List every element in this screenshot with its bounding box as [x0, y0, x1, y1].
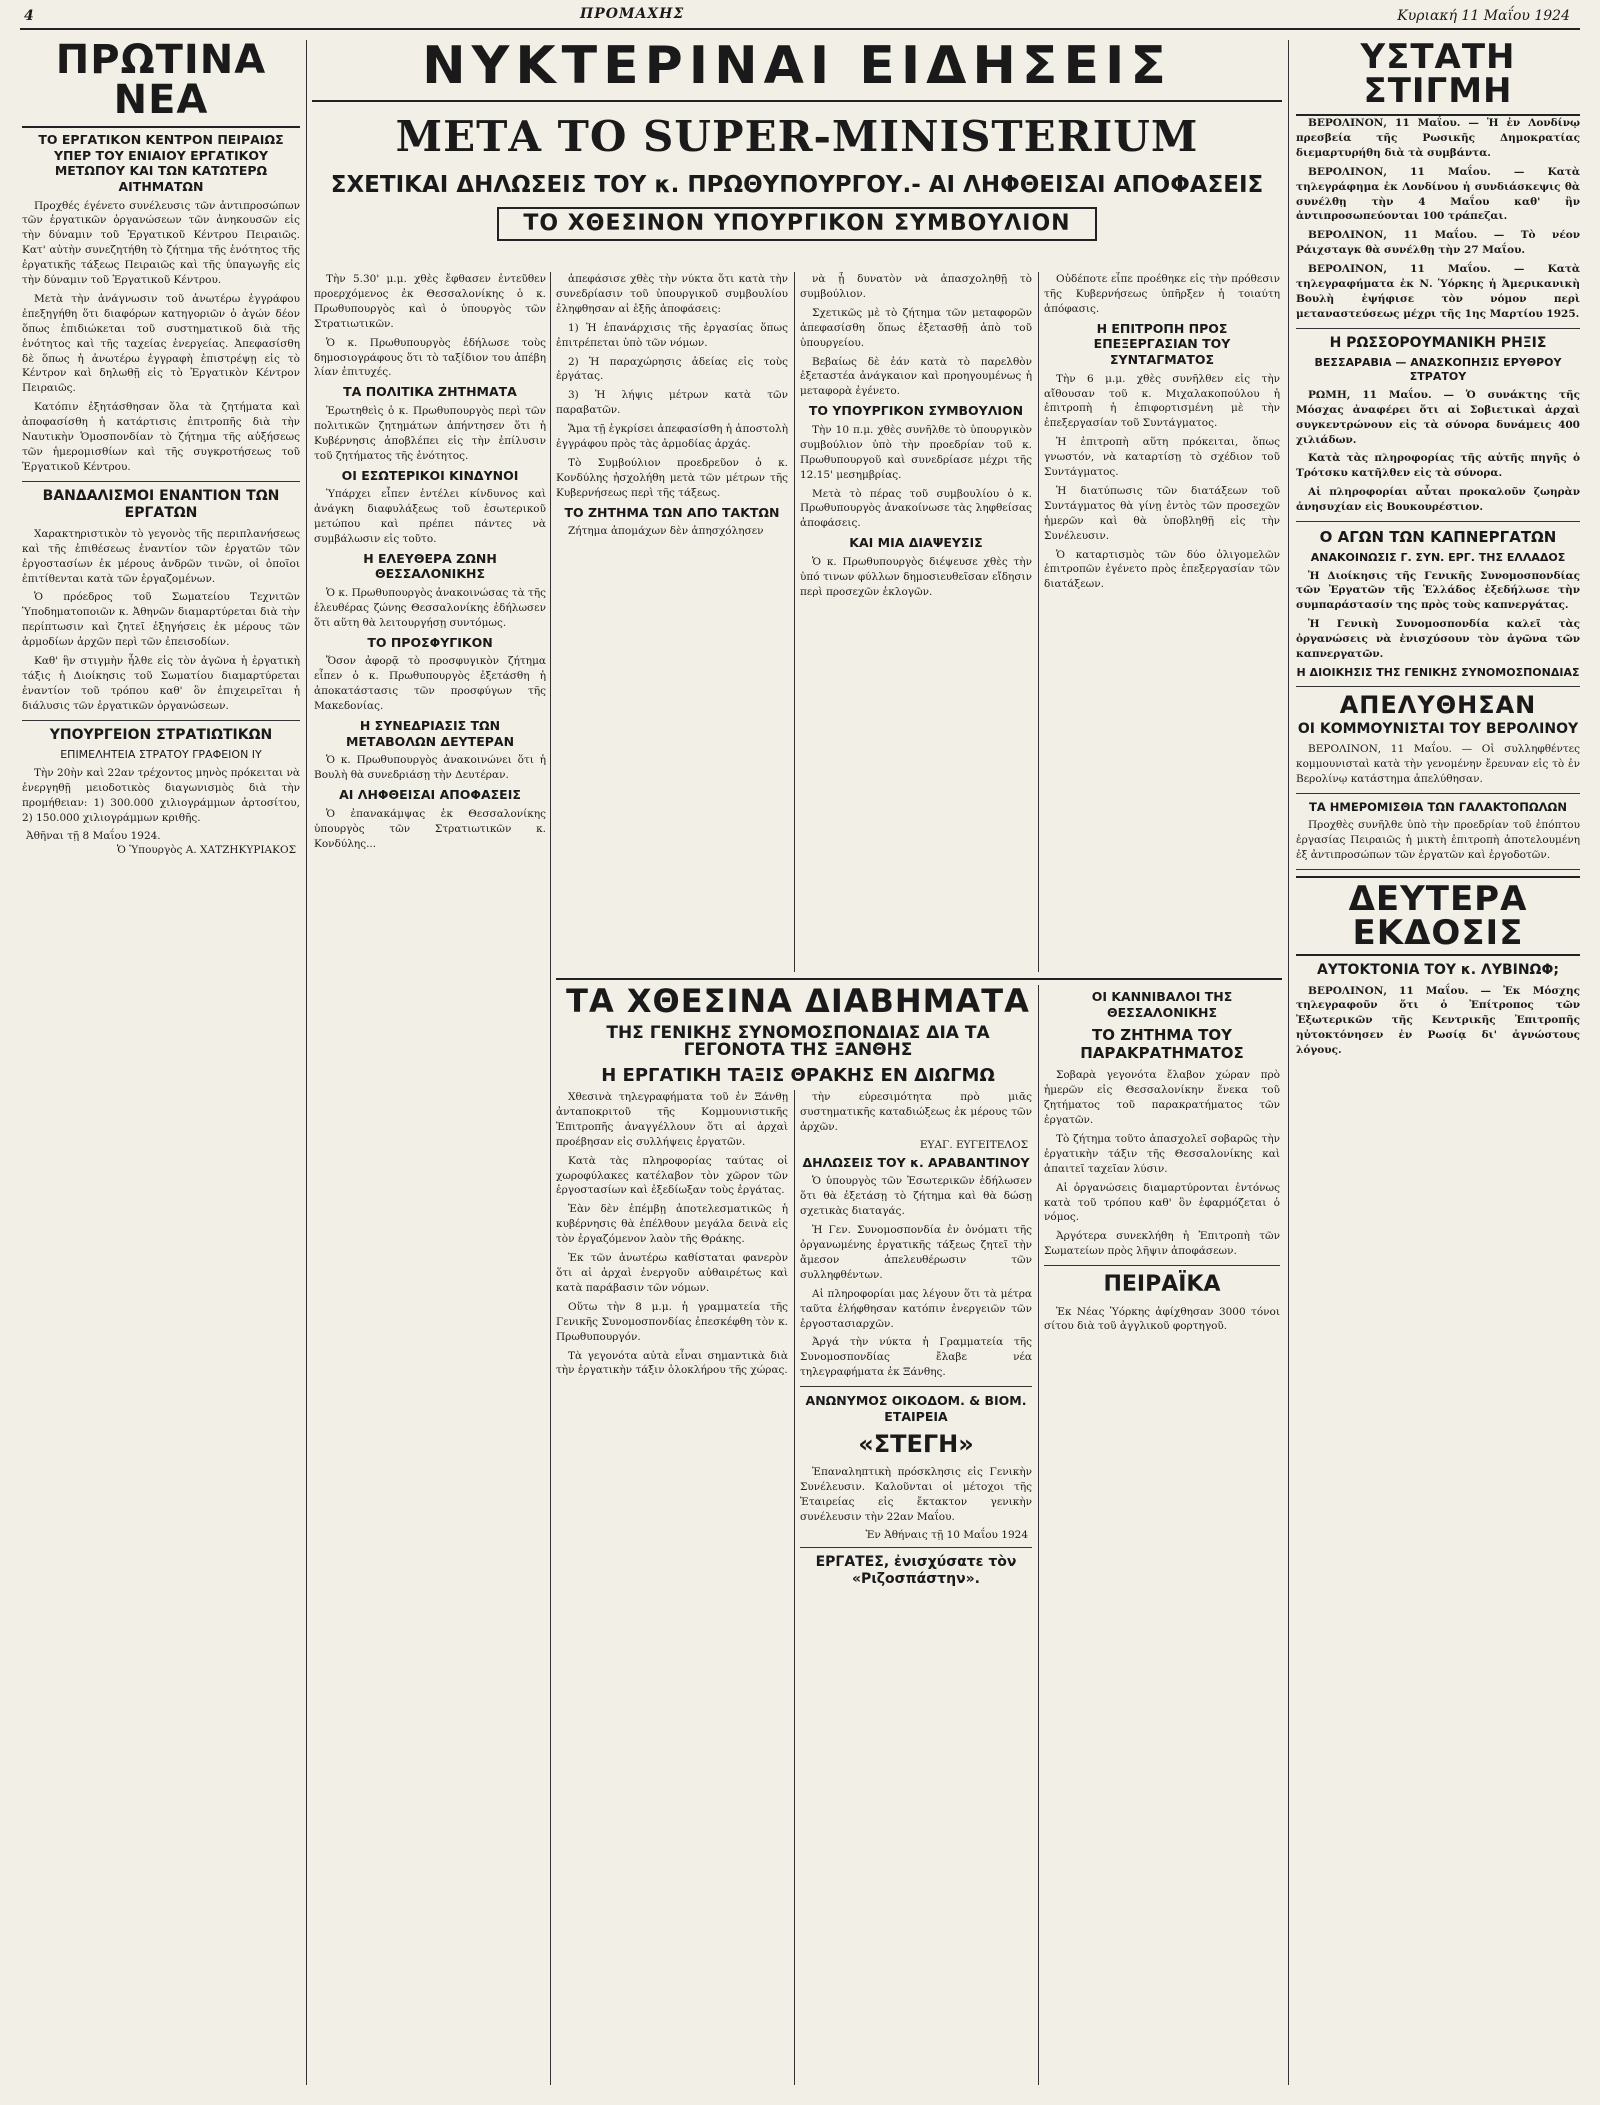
- article-paragraph: Ἡ Γενικὴ Συνομοσπονδία καλεῖ τὰς ὀργανώσεις νὰ ἐνισχύσουν τὸν ἀγῶνα τῶν καπνεργατῶν.: [1296, 618, 1580, 661]
- article-paragraph: ἀπεφάσισε χθὲς τὴν νύκτα ὅτι κατὰ τὴν συνεδρίασιν τοῦ ὑπουργικοῦ συμβουλίου ἐληφθησαν αἱ ἑξῆς ἀποφάσεις:: [556, 273, 788, 315]
- article-paragraph: Ἡ Διοίκησις τῆς Γενικῆς Συνομοσπονδίας τῶν Ἐργατῶν τῆς Ἑλλάδος ἐξεδήλωσε τὴν συμπαράστασίν της πρὸς τοὺς καπνεργάτας.: [1296, 569, 1580, 612]
- article-paragraph: ΒΕΡΟΛΙΝΟΝ, 11 Μαΐου. — Ἡ ἐν Λονδίνῳ πρεσβεία τῆς Ρωσικῆς Δημοκρατίας διεμαρτυρήθη διὰ τὰ συμβάντα.: [1296, 117, 1580, 159]
- section-heading: ΟΙ ΕΣΩΤΕΡΙΚΟΙ ΚΙΝΔΥΝΟΙ: [341, 467, 519, 483]
- article-paragraph: Αἱ πληροφορίαι αὗται προκαλοῦν ζωηρὰν ἀνησυχίαν εἰς Βουκουρέστιον.: [1296, 486, 1580, 514]
- article-paragraph: 2) Ἡ παραχώρησις ἀδείας εἰς τοὺς ἐργάτας.: [556, 355, 788, 383]
- mid-column-2: [800, 1090, 1032, 2085]
- article-paragraph: ΒΕΡΟΛΙΝΟΝ, 11 Μαΐου. — Κατὰ τηλεγράφημα ἐκ Λονδίνου ἡ συνδιάσκεψις θὰ συνέλθῃ τὴν 4 Μαΐου καθ' ἣν ἀντιπροσωπεύονται 100 τράπεζαι.: [1296, 165, 1580, 223]
- section-heading: ΔΗΛΩΣΕΙΣ ΤΟΥ κ. ΑΡΑΒΑΝΤΙΝΟΥ: [802, 1154, 1030, 1170]
- article-paragraph: Σχετικῶς μὲ τὸ ζήτημα τῶν μεταφορῶν ἀπεφασίσθη ὅπως ἐξετασθῇ ἀπὸ τοῦ ὑπουργείου.: [800, 306, 1032, 349]
- divider: [1296, 521, 1580, 522]
- article-paragraph: Ὁ ὑπουργὸς τῶν Ἐσωτερικῶν ἐδήλωσεν ὅτι θὰ ἐξετάσῃ τὸ ζήτημα καὶ θὰ δώσῃ σχετικὰς διαταγάς.: [800, 1175, 1032, 1218]
- article-paragraph: Αἱ πληροφορίαι μας λέγουν ὅτι τὰ μέτρα ταῦτα ἐλήφθησαν κατόπιν ἐνεργειῶν τῶν ἐργοστασιαρχῶν.: [800, 1287, 1032, 1330]
- article-heading: ΤΑ ΗΜΕΡΟΜΙΣΘΙΑ ΤΩΝ ΓΑΛΑΚΤΟΠΩΛΩΝ: [1309, 799, 1567, 814]
- article-paragraph: Ὁ καταρτισμὸς τῶν δύο ὀλιγομελῶν ἐπιτροπῶν ἐγένετο πρὸς ἐπεξεργασίαν τῶν διατάξεων.: [1044, 548, 1280, 591]
- ad-dateline: Ἐν Ἀθήναις τῇ 10 Μαΐου 1924: [865, 1528, 1028, 1541]
- article-paragraph: Τὴν 10 π.μ. χθὲς συνῆλθε τὸ ὑπουργικὸν συμβούλιον ὑπὸ τὴν προεδρίαν τοῦ κ. Πρωθυπουργοῦ καὶ συνεδρίασε μέχρι τῆς 12.15' μεσημβρίας.: [800, 423, 1032, 481]
- article-paragraph: Ὑπάρχει εἶπεν ἐντέλει κίνδυνος καὶ ἀνάγκη διαφυλάξεως τοῦ ἐσωτερικοῦ μετώπου καὶ πρέπει πάντες νὰ συμβάλωσιν εἰς τοῦτο.: [314, 488, 546, 545]
- divider: [1296, 328, 1580, 329]
- article-heading: Ο ΑΓΩΝ ΤΩΝ ΚΑΠΝΕΡΓΑΤΩΝ: [1319, 528, 1557, 547]
- article-paragraph: Ὁ κ. Πρωθυπουργὸς ἀνακοινώνει ὅτι ἡ Βουλὴ θὰ συνεδριάσῃ τὴν Δευτέραν.: [314, 754, 546, 782]
- article-paragraph: Ἐκ τῶν ἀνωτέρω καθίσταται φανερὸν ὅτι αἱ ἀρχαὶ ἐνεργοῦν αὐθαιρέτως καὶ κατὰ παράβασιν τῶν νόμων.: [556, 1252, 788, 1294]
- mid-subheadline-2: Η ΕΡΓΑΤΙΚΗ ΤΑΞΙΣ ΘΡΑΚΗΣ ΕΝ ΔΙΩΓΜΩ: [601, 1065, 995, 1086]
- right-banner: ΥΣΤΑΤΗ ΣΤΙΓΜΗ: [1296, 40, 1580, 116]
- section-heading: Η ΕΛΕΥΘΕΡΑ ΖΩΝΗ ΘΕΣΣΑΛΟΝΙΚΗΣ: [363, 550, 497, 582]
- article-paragraph: Ἡ διατύπωσις τῶν διατάξεων τοῦ Συντάγματος θὰ γίνῃ ἐντὸς τῶν προσεχῶν ἡμερῶν καὶ θὰ ὑποβληθῇ εἰς τὴν Συνέλευσιν.: [1044, 484, 1280, 542]
- article-heading: ΥΠΟΥΡΓΕΙΟΝ ΣΤΡΑΤΙΩΤΙΚΩΝ: [49, 726, 273, 743]
- article-paragraph: Τὸ Συμβούλιον προεδρεῦον ὁ κ. Κονδύλης ἠσχολήθη μετὰ τῶν μέτρων τῆς Κυβερνήσεως περὶ τῆς τάξεως.: [556, 456, 788, 499]
- ad-heading: ΑΝΩΝΥΜΟΣ ΟΙΚΟΔΟΜ. & ΒΙΟΜ. ΕΤΑΙΡΕΙΑ: [805, 1393, 1027, 1424]
- article-paragraph: ΒΕΡΟΛΙΝΟΝ, 11 Μαΐου. — Ἐκ Μόσχης τηλεγραφοῦν ὅτι ὁ Ἐπίτροπος τῶν Ἐξωτερικῶν τῆς Κεντρικῆς Ἐπιτροπῆς ηὐτοκτόνησεν ἐν Ρωσίᾳ δι' ἀγνώστους λόγους.: [1296, 984, 1580, 1057]
- article-paragraph: Κατὰ τὰς πληροφορίας τῆς αὐτῆς πηγῆς ὁ Τρότσκυ κατῆλθεν εἰς τὰ σύνορα.: [1296, 452, 1580, 480]
- mid-column-3: [1044, 985, 1280, 2085]
- article-paragraph: Χαρακτηριστικὸν τὸ γεγονὸς τῆς περιπλανήσεως καὶ τῆς ἐπιθέσεως ἐναντίον τῶν ἐργατῶν τῶν ἐργοστασίων ἐκ μέρους ἀνδρῶν τινῶν, οἱ ὁποῖοι ἐπιτίθενται κατὰ τῶν ἐργαζομένων.: [22, 527, 300, 585]
- article-paragraph: Τὸ ζήτημα τοῦτο ἀπασχολεῖ σοβαρῶς τὴν ἐργατικὴν τάξιν τῆς Θεσσαλονίκης καὶ ἀπαιτεῖ ταχεῖαν λύσιν.: [1044, 1132, 1280, 1175]
- article-paragraph: Βεβαίως δὲ ἐάν κατὰ τὸ παρελθὸν ἐξεταστέα ἀνάγκαιον καὶ προηγουμένως ἡ μεταφορὰ ἐγένετο.: [800, 355, 1032, 398]
- column-rule: [1288, 40, 1289, 2085]
- column-rule: [550, 272, 551, 2085]
- section-heading: ΤΟ ΠΡΟΣΦΥΓΙΚΟΝ: [367, 634, 493, 650]
- article-paragraph: Ὁ ἐπανακάμψας ἐκ Θεσσαλονίκης ὑπουργὸς τῶν Στρατιωτικῶν κ. Κονδύλης...: [314, 807, 546, 850]
- article-paragraph: Χθεσινὰ τηλεγραφήματα τοῦ ἐν Ξάνθῃ ἀνταποκριτοῦ τῆς Κομμουνιστικῆς Ἐπιτροπῆς ἀναγγέλλουν ὅτι αἱ ἀρχαὶ προέβησαν εἰς συλλήψεις ἐργατῶν.: [556, 1091, 788, 1148]
- ad-title: «ΣΤΕΓΗ»: [858, 1430, 974, 1459]
- second-edition-banner: ΔΕΥΤΕΡΑ ΕΚΔΟΣΙΣ: [1296, 876, 1580, 956]
- ad-paragraph: Ἐπαναληπτικὴ πρόσκλησις εἰς Γενικὴν Συνέλευσιν. Καλοῦνται οἱ μέτοχοι τῆς Ἑταιρείας εἰς ἔκτακτον γενικὴν συνέλευσιν τὴν 22αν Μαΐου.: [800, 1466, 1032, 1523]
- article-paragraph: Ἀργότερα συνεκλήθη ἡ Ἐπιτροπὴ τῶν Σωματείων πρὸς λῆψιν ἀποφάσεων.: [1044, 1230, 1280, 1258]
- article-paragraph: Ὁ πρόεδρος τοῦ Σωματείου Τεχνιτῶν Ὑποδηματοποιῶν κ. Ἀθηνῶν διαμαρτύρεται διὰ τὴν περίπτωσιν καὶ ζητεῖ ἐξηγήσεις ἐκ μέρους τῶν ἁρμοδίων ἀρχῶν περὶ τῶν ἐπεισοδίων.: [22, 591, 300, 649]
- section-heading: ΤΑ ΠΟΛΙΤΙΚΑ ΖΗΤΗΜΑΤΑ: [343, 384, 517, 400]
- article-paragraph: Κατόπιν ἐξητάσθησαν ὅλα τὰ ζητήματα καὶ ἀποφασίσθη ἡ κατάρτισις ἐπιτροπῆς διὰ τὴν Ναυτικὴν Ὁμοσπονδίαν τὸ ζήτημα τῆς αὐξήσεως τῶν ἡμερομισθίων καὶ τῆς συγκροτήσεως τοῦ Ἐργατικοῦ Κέντρου.: [22, 401, 300, 473]
- article-paragraph: Οὐδέποτε εἶπε προέθηκε εἰς τὴν πρόθεσιν τῆς Κυβερνήσεως ὑπῆρξεν ἡ τοιαύτη ἀπόφασις.: [1044, 273, 1280, 315]
- article-paragraph: Ζήτημα ἀπομάχων δὲν ἀπησχόλησεν: [568, 525, 764, 538]
- article-paragraph: Ἐκ Νέας Ὑόρκης ἀφίχθησαν 3000 τόνοι σίτου διὰ τοῦ ἀγγλικοῦ φορτηγοῦ.: [1044, 1305, 1280, 1333]
- mid-subheadline: ΤΗΣ ΓΕΝΙΚΗΣ ΣΥΝΟΜΟΣΠΟΝΔΙΑΣ ΔΙΑ ΤΑ ΓΕΓΟΝΟΤΑ ΤΗΣ ΞΑΝΘΗΣ: [606, 1023, 990, 1060]
- article-paragraph: Προχθές έγένετο συνέλευσις τῶν ἀντιπροσώπων τῶν ἐργατικῶν ὀργανώσεων τῶν ἀνηκουσῶν εἰς τὴν δύναμιν τοῦ Ἐργατικοῦ Κέντρου Πειραιῶς. Κατ' αὐτὴν συνεζητήθη τὸ ζήτημα τῆς ἑνότητος τῆς ἐργατικῆς τάξεως Πειραιῶς καὶ τῆς ὑπαγωγῆς εἰς τὴν δύναμιν τοῦ Ἐργατικοῦ Κέντρου.: [22, 199, 300, 287]
- article-paragraph: Προχθὲς συνῆλθε ὑπὸ τὴν προεδρίαν τοῦ ἐπόπτου ἐργασίας Πειραιῶς ἡ μικτὴ ἐπιτροπὴ ἀποτελουμένη ἐξ ἀντιπροσώπων τῶν ἐργατῶν καὶ ἐργοδοτῶν.: [1296, 819, 1580, 862]
- divider: [1296, 793, 1580, 794]
- article-paragraph: Ἐὰν δὲν ἐπέμβῃ ἀποτελεσματικῶς ἡ κυβέρνησις θὰ ἐπέλθουν μεγάλα δεινὰ εἰς τὸν ἐργαζόμενον λαὸν τῆς Θράκης.: [556, 1203, 788, 1246]
- article-paragraph: Ὅσον ἀφορᾷ τὸ προσφυγικὸν ζήτημα εἶπεν ὁ κ. Πρωθυπουργὸς ἐξετάσθη ἡ ἀποκατάστασις τῶν προσφύγων τῆς Μακεδονίας.: [314, 655, 546, 713]
- section-heading: Η ΕΠΙΤΡΟΠΗ ΠΡΟΣ ΕΠΕΞΕΡΓΑΣΙΑΝ ΤΟΥ ΣΥΝΤΑΓΜΑΤΟΣ: [1093, 320, 1231, 367]
- article-heading: Η ΡΩΣΣΟΡΟΥΜΑΝΙΚΗ ΡΗΞΙΣ: [1329, 334, 1547, 351]
- article-paragraph: Ὁ κ. Πρωθυπουργὸς ἐδήλωσε τοὺς δημοσιογράφους ὅτι τὸ ταξίδιον του ἀπέβη λίαν ἐπιτυχές.: [314, 336, 546, 379]
- cabinet-headline: ΤΟ ΧΘΕΣΙΝΟΝ ΥΠΟΥΡΓΙΚΟΝ ΣΥΜΒΟΥΛΙΟΝ: [497, 207, 1096, 241]
- section-heading: ΚΑΙ ΜΙΑ ΔΙΑΨΕΥΣΙΣ: [849, 535, 983, 551]
- right-column: [1296, 40, 1580, 2085]
- article-heading: ΤΟ ΕΡΓΑΤΙΚΟΝ ΚΕΝΤΡΟΝ ΠΕΙΡΑΙΩΣ ΥΠΕΡ ΤΟΥ ΕΝΙΑΙΟΥ ΕΡΓΑΤΙΚΟΥ ΜΕΤΩΠΟΥ ΚΑΙ ΤΩΝ ΚΑΤΩΤΕΡΩ ΑΙΤΗΜΑΤΩΝ: [38, 132, 284, 194]
- article-paragraph: Ὁ κ. Πρωθυπουργὸς ἀνακοινώσας τὰ τῆς ἐλευθέρας ζώνης Θεσσαλονίκης ἐδήλωσεν ὅτι αὕτη θὰ λειτουργήσῃ συντόμως.: [314, 587, 546, 629]
- article-subheading: ΟΙ ΚΟΜΜΟΥΝΙΣΤΑΙ ΤΟΥ ΒΕΡΟΛΙΝΟΥ: [1297, 720, 1579, 737]
- main-subheadline: ΣΧΕΤΙΚΑΙ ΔΗΛΩΣΕΙΣ ΤΟΥ κ. ΠΡΩΘΥΠΟΥΡΓΟΥ.- ΑΙ ΛΗΦΘΕΙΣΑΙ ΑΠΟΦΑΣΕΙΣ: [330, 172, 1264, 198]
- left-column: [22, 40, 300, 2085]
- article-paragraph: Ὁ κ. Πρωθυπουργὸς διέψευσε χθὲς τὴν ὑπό τινων φύλλων δημοσιευθεῖσαν εἴδησιν περὶ προσεχῶν ἐκλογῶν.: [800, 555, 1032, 598]
- article-paragraph: Ἐρωτηθεὶς ὁ κ. Πρωθυπουργὸς περὶ τῶν πολιτικῶν ζητημάτων ἀπήντησεν ὅτι ἡ Κυβέρνησις ἀποβλέπει εἰς τὴν ἐπίλυσιν τοῦ ζητήματος τῆς ἑνότητος.: [314, 404, 546, 462]
- section-heading: ΤΟ ΖΗΤΗΜΑ ΤΩΝ ΑΠΟ ΤΑΚΤΩΝ: [564, 504, 780, 520]
- article-paragraph: Μετὰ τὴν ἀνάγνωσιν τοῦ ἀνωτέρω ἐγγράφου ἐπεξηγήθη ὅτι διαφόρων κατηγοριῶν ὁ ἀγών δέον ὅπως ἐπιδιώκεται τοῦ συστηματικοῦ διὰ τῆς ἑνότητος καὶ τῆς ταχείας ἐνεργείας. Ἀπεφασίσθη δὲ ὅπως ἡ ἀνωτέρω ἐγγραφὴ ἐπιστρέψῃ εἰς τὸ Κέντρον καὶ δηλωθῇ εἰς τὸ Ἐργατικὸν Κέντρον Πειραιῶς.: [22, 292, 300, 395]
- divider: [22, 481, 300, 482]
- column-rule: [794, 1090, 795, 2085]
- mid-column-1: [556, 1090, 788, 2085]
- masthead: [20, 6, 1580, 30]
- divider: [1044, 1265, 1280, 1266]
- article-paragraph: Ἡ ἐπιτροπὴ αὕτη πρόκειται, ὅπως γνωστόν, νὰ καταρτίσῃ τὸ σχέδιον τοῦ Συντάγματος.: [1044, 436, 1280, 479]
- divider: [1296, 686, 1580, 687]
- article-paragraph: Ἅμα τῇ ἐγκρίσει ἀπεφασίσθη ἡ ἀποστολὴ ἐγγράφου πρὸς τὰς ἁρμοδίας ἀρχάς.: [556, 423, 788, 451]
- article-paragraph: ΡΩΜΗ, 11 Μαΐου. — Ὁ συνάκτης τῆς Μόσχας ἀναφέρει ὅτι αἱ Σοβιετικαὶ ἀρχαὶ συγκεντρώνουν εἰς τὰ σύνορα δυνάμεις 400 χιλιάδων.: [1296, 388, 1580, 446]
- mid-story-header: [556, 982, 1040, 1086]
- article-paragraph: 1) Ἡ ἐπανάρχισις τῆς ἐργασίας ὅπως ἐπιτρέπεται ὑπὸ τῶν νόμων.: [556, 321, 788, 349]
- center-column-3: [800, 272, 1032, 972]
- article-paragraph: τὴν εὑρεσιμότητα πρὸ μιᾶς συστηματικῆς καταδιώξεως ἐκ μέρους τῶν ἀρχῶν.: [800, 1091, 1032, 1133]
- main-headline: ΜΕΤΑ ΤΟ SUPER-MINISTERIUM: [395, 112, 1199, 161]
- section-heading: ΠΕΙΡΑΪΚΑ: [1103, 1272, 1221, 1298]
- divider: [1296, 869, 1580, 870]
- article-paragraph: Τὴν 6 μ.μ. χθὲς συνῆλθεν εἰς τὴν αἴθουσαν τοῦ κ. Μιχαλακοπούλου ἡ ἐπιτροπὴ ἡ ἐπιφορτισμένη μὲ τὴν ἐπεξεργασίαν τοῦ Συντάγματος.: [1044, 372, 1280, 430]
- article-paragraph: νὰ ᾖ δυνατὸν νὰ ἀπασχοληθῇ τὸ συμβούλιον.: [800, 273, 1032, 300]
- mid-headline: ΤΑ ΧΘΕΣΙΝΑ ΔΙΑΒΗΜΑΤΑ: [566, 982, 1030, 1020]
- section-heading: ΟΙ ΚΑΝΝΙΒΑΛΟΙ ΤΗΣ ΘΕΣΣΑΛΟΝΙΚΗΣ: [1091, 989, 1233, 1020]
- column-rule: [794, 272, 795, 972]
- article-paragraph: Σοβαρὰ γεγονότα ἔλαβον χώραν πρὸ ἡμερῶν εἰς Θεσσαλονίκην ἕνεκα τοῦ ζητήματος τοῦ παρακρατήματος τῶν ἐργατῶν.: [1044, 1069, 1280, 1126]
- article-paragraph: Καθ' ἣν στιγμὴν ἦλθε εἰς τὸν ἀγῶνα ἡ ἐργατικὴ τάξις ἡ Διοίκησις τοῦ Σωματίου διαμαρτύρεται ἐναντίον τοῦ τρόπου καθ' ὃν ἐπιχειρεῖται ἡ διάλυσις τῶν ἐργατικῶν ὀργανώσεων.: [22, 655, 300, 712]
- article-heading: ΑΥΤΟΚΤΟΝΙΑ ΤΟΥ κ. ΛΥΒΙΝΩΦ;: [1317, 962, 1559, 979]
- article-dateline: Ἀθῆναι τῇ 8 Μαΐου 1924.: [26, 829, 161, 842]
- article-signature: Η ΔΙΟΙΚΗΣΙΣ ΤΗΣ ΓΕΝΙΚΗΣ ΣΥΝΟΜΟΣΠΟΝΔΙΑΣ: [1296, 665, 1580, 679]
- page-number: 4: [24, 8, 34, 24]
- section-heading: Η ΣΥΝΕΔΡΙΑΣΙΣ ΤΩΝ ΜΕΤΑΒΟΛΩΝ ΔΕΥΤΕΡΑΝ: [345, 718, 515, 749]
- column-rule: [1038, 985, 1039, 2085]
- article-heading: ΑΠΕΛΥΘΗΣΑΝ: [1339, 690, 1537, 719]
- issue-date: Κυριακή 11 Μαΐου 1924: [1397, 8, 1570, 24]
- section-heading: ΤΟ ΥΠΟΥΡΓΙΚΟΝ ΣΥΜΒΟΥΛΙΟΝ: [808, 403, 1024, 419]
- article-paragraph: Τὰ γεγονότα αὐτὰ εἶναι σημαντικὰ διὰ τὴν ἐργατικὴν τάξιν ὁλοκλήρου τῆς χώρας.: [556, 1349, 788, 1377]
- article-subheading: ΕΠΙΜΕΛΗΤΕΙΑ ΣΤΡΑΤΟΥ ΓΡΑΦΕΙΟΝ ΙΥ: [60, 748, 262, 762]
- column-rule: [306, 40, 307, 2085]
- divider: [556, 978, 1282, 980]
- article-paragraph: Κατὰ τὰς πληροφορίας ταύτας οἱ χωροφύλακες κατέλαβον τὸν χῶρον τῶν ἐργοστασίων καὶ ἐξεδίωξαν τοὺς ἐργάτας.: [556, 1154, 788, 1197]
- column-rule: [1038, 272, 1039, 972]
- article-paragraph: ΒΕΡΟΛΙΝΟΝ, 11 Μαΐου. — Τὸ νέον Ράιχσταγκ θὰ συνέλθῃ τὴν 27 Μαΐου.: [1296, 229, 1580, 257]
- article-paragraph: Τὴν 20ὴν καὶ 22αν τρέχοντος μηνὸς πρόκειται νὰ ἐνεργηθῇ μειοδοτικὸς διαγωνισμὸς διὰ τὴν προμήθειαν: 1) 300.000 χιλιογράμμων ἀρτοσίτου, 2) 150.000 χιλιογράμμων κριθῆς.: [22, 766, 300, 824]
- article-paragraph: Οὕτω τὴν 8 μ.μ. ἡ γραμματεία τῆς Γενικῆς Συνομοσπονδίας ἐπεσκέφθη τὸν κ. Πρωθυπουργόν.: [556, 1300, 788, 1343]
- paper-name: ΠΡΟΜΑΧΗΣ: [580, 6, 685, 22]
- article-paragraph: ΒΕΡΟΛΙΝΟΝ, 11 Μαΐου. — Κατὰ τηλεγραφήματα ἐκ Ν. Ὑόρκης ἡ Ἀμερικανικὴ Βουλὴ ἐψήφισε τὸν νόμον περὶ μεταναστεύσεως μέχρι τῆς 1ης Μαρτίου 1925.: [1296, 263, 1580, 320]
- center-column-4: [1044, 272, 1280, 972]
- center-header: [312, 36, 1282, 241]
- article-paragraph: Μετὰ τὸ πέρας τοῦ συμβουλίου ὁ κ. Πρωθυπουργὸς ἀνακοίνωσε τὰς ληφθείσας ἀποφάσεις.: [800, 487, 1032, 530]
- divider: [22, 720, 300, 721]
- center-column-2: [556, 272, 788, 972]
- slogan: ΕΡΓΑΤΕΣ, ἐνισχύσατε τὸν «Ριζοσπάστην».: [815, 1553, 1017, 1588]
- article-paragraph: Ἡ Γεν. Συνομοσπονδία ἐν ὀνόματι τῆς ὀργανωμένης ἐργατικῆς τάξεως ζητεῖ τὴν ἄμεσον ἀπελευθέρωσιν τῶν συλληφθέντων.: [800, 1224, 1032, 1281]
- section-heading: ΤΟ ΖΗΤΗΜΑ ΤΟΥ ΠΑΡΑΚΡΑΤΗΜΑΤΟΣ: [1080, 1026, 1244, 1063]
- divider: [800, 1386, 1032, 1387]
- article-signature: Ὁ Ὑπουργὸς Α. ΧΑΤΖΗΚΥΡΙΑΚΟΣ: [116, 843, 296, 856]
- article-paragraph: Ἀργά τὴν νύκτα ἡ Γραμματεία τῆς Συνομοσπονδίας ἔλαβε νέα τηλεγραφήματα ἐκ Ξάνθης.: [800, 1336, 1032, 1379]
- center-column-1: [314, 272, 546, 2085]
- article-paragraph: ΒΕΡΟΛΙΝΟΝ, 11 Μαΐου. — Οἱ συλληφθέντες κομμουνισταὶ κατὰ τὴν γενομένην ἔρευναν εἰς τὸ ἐν Βερολίνῳ κατάστημα ἀπελύθησαν.: [1296, 743, 1580, 786]
- divider: [800, 1547, 1032, 1548]
- article-paragraph: 3) Ἡ λήψις μέτρων κατὰ τῶν παραβατῶν.: [556, 389, 788, 417]
- article-heading: ΒΑΝΔΑΛΙΣΜΟΙ ΕΝΑΝΤΙΟΝ ΤΩΝ ΕΡΓΑΤΩΝ: [42, 487, 280, 522]
- left-banner: ΠΡΩΤΙΝΑ ΝΕΑ: [22, 40, 300, 128]
- article-subheading: ΑΝΑΚΟΙΝΩΣΙΣ Γ. ΣΥΝ. ΕΡΓ. ΤΗΣ ΕΛΛΑΔΟΣ: [1310, 550, 1566, 564]
- article-paragraph: Τὴν 5.30' μ.μ. χθὲς ἔφθασεν ἐντεῦθεν προερχόμενος ἐκ Θεσσαλονίκης ὁ κ. Πρωθυπουργὸς καὶ ὁ ὑπουργὸς τῶν Στρατιωτικῶν.: [314, 273, 546, 330]
- article-subheading: ΒΕΣΣΑΡΑΒΙΑ — ΑΝΑΣΚΟΠΗΣΙΣ ΕΡΥΘΡΟΥ ΣΤΡΑΤΟΥ: [1314, 356, 1562, 384]
- center-banner: ΝΥΚΤΕΡΙΝΑΙ ΕΙΔΗΣΕΙΣ: [312, 40, 1282, 102]
- article-signature: ΕΥΑΓ. ΕΥΓΕΙΤΕΛΟΣ: [919, 1138, 1028, 1151]
- section-heading: ΑΙ ΛΗΦΘΕΙΣΑΙ ΑΠΟΦΑΣΕΙΣ: [339, 787, 521, 803]
- article-paragraph: Αἱ ὀργανώσεις διαμαρτύρονται ἐντόνως κατὰ τοῦ τρόπου καθ' ὃν ἐφαρμόζεται ὁ νόμος.: [1044, 1181, 1280, 1224]
